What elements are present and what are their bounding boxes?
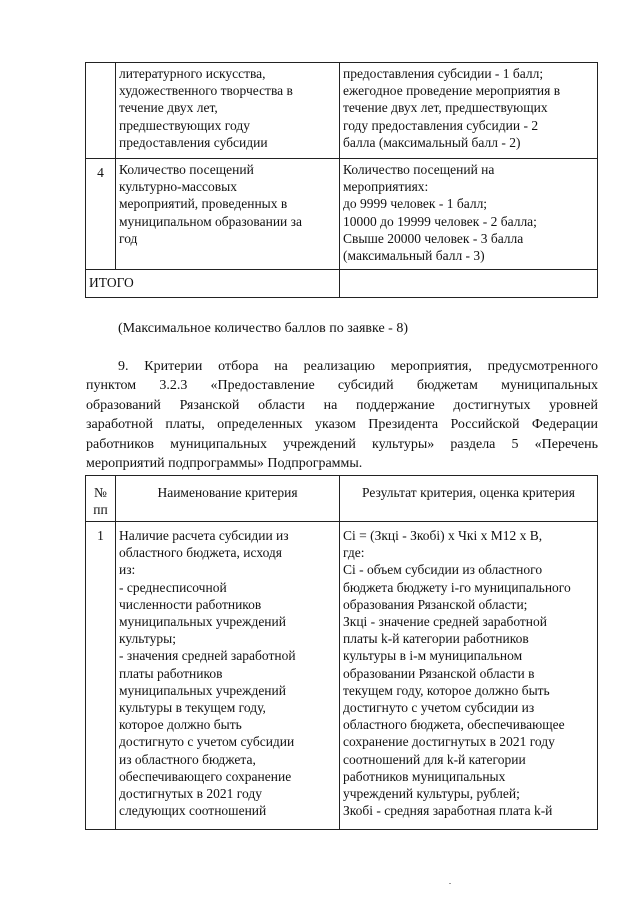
text-line: достигнуто с учетом субсидии (119, 734, 295, 750)
text-line: культуры в текущем году, (119, 700, 266, 716)
text-line: где: (343, 545, 365, 561)
text-line: образовании Рязанской области в (343, 665, 535, 681)
text-line: которое должно быть (119, 717, 242, 733)
text-line: достигнуто с учетом субсидии из (343, 700, 535, 716)
text-line: Наличие расчета субсидии из (119, 528, 289, 543)
text-line: пп (93, 502, 108, 517)
text-line: из: (119, 562, 136, 578)
text-line: образования Рязанской области; (343, 596, 528, 612)
text-line: текущем году, которое должно быть (343, 682, 550, 698)
total-row (86, 270, 598, 298)
text-line: течение двух лет, (119, 100, 218, 116)
text-line: 9. Критерии отбора на реализацию мероприятия, предусмотренного (118, 359, 598, 374)
text-line: следующих соотношений (119, 803, 267, 819)
row-number-cell: 4 (86, 159, 116, 270)
header-number-cell (86, 476, 116, 522)
criteria-table-continued (85, 62, 598, 298)
text-line: культурно-массовых (119, 179, 237, 195)
text-line: заработной платы, определенных указом Президента Российской Федерации (86, 417, 598, 433)
text-line: образований Рязанской области на поддержание достигнутых уровней (86, 397, 598, 413)
text-line: пунктом 3.2.3 «Предоставление субсидий бюджетам муниципальных (86, 378, 598, 394)
text-line: соотношений для k-й категории (343, 751, 526, 767)
text-line: - значения средней заработной (119, 648, 296, 664)
text-line: 10000 до 19999 человек - 2 балла; (343, 213, 537, 229)
criterion-name-cell (116, 63, 340, 159)
text-line: Зкобі - средняя заработная плата k-й (343, 803, 553, 819)
text-line: Свыше 20000 человек - 3 балла (343, 230, 524, 246)
text-line: бюджета бюджету i-го муниципального (343, 579, 571, 595)
text-line: муниципальных учреждений (119, 614, 286, 630)
text-line: платы k-й категории работников (343, 631, 529, 647)
max-score-note: (Максимальное количество баллов по заявке - 8) (118, 321, 408, 336)
text-line: до 9999 человек - 1 балл; (343, 196, 488, 212)
scan-speck (449, 883, 451, 884)
text-line: культуры в i-м муниципальном (343, 648, 523, 664)
text-line: № (94, 485, 107, 500)
text-line: мероприятий подпрограммы» Подпрограммы. (86, 456, 363, 472)
text-line: год (119, 230, 138, 246)
text-line: работников муниципальных (343, 768, 506, 784)
criterion-name-cell (116, 159, 340, 270)
text-line: Ci - объем субсидии из областного (343, 562, 543, 578)
text-line: ежегодное проведение мероприятия в (343, 83, 561, 99)
text-line: Количество посещений на (343, 162, 495, 177)
text-line: областного бюджета, исходя (119, 545, 283, 561)
table-row (86, 63, 598, 159)
criterion-name-cell (116, 522, 340, 830)
text-line: обеспечивающего сохранение (119, 768, 292, 784)
table-row (86, 522, 598, 830)
text-line: мероприятиях: (343, 179, 429, 195)
header-name-cell: Наименование критерия (116, 476, 340, 522)
text-line: балла (максимальный балл - 2) (343, 134, 521, 150)
text-line: литературного искусства, (119, 66, 266, 81)
text-line: художественного творчества в (119, 83, 293, 99)
header-result-cell: Результат критерия, оценка критерия (340, 476, 598, 522)
text-line: культуры; (119, 631, 176, 647)
text-line: сохранение достигнутых в 2021 году (343, 734, 555, 750)
criterion-result-cell (340, 159, 598, 270)
text-line: - среднесписочной (119, 579, 227, 595)
text-line: муниципальном образовании за (119, 213, 302, 229)
text-line: мероприятий, проведенных в (119, 196, 288, 212)
text-line: предшествующих году (119, 117, 250, 133)
text-line: течение двух лет, предшествующих (343, 100, 548, 116)
text-line: году предоставления субсидии - 2 (343, 117, 539, 133)
table-header-row (86, 476, 598, 522)
text-line: Зкці - значение средней заработной (343, 614, 547, 630)
criterion-result-cell (340, 63, 598, 159)
row-number-cell: 1 (86, 522, 116, 830)
criterion-result-cell (340, 522, 598, 830)
text-line: Ci = (Зкці - Зкобі) x Чкі x M12 x B, (343, 528, 543, 543)
text-line: (максимальный балл - 3) (343, 248, 485, 264)
text-line: достигнутых в 2021 году (119, 786, 262, 802)
text-line: предоставления субсидии (119, 134, 268, 150)
total-value-cell (340, 270, 598, 298)
text-line: численности работников (119, 596, 262, 612)
criteria-table-9 (85, 475, 598, 830)
text-line: областного бюджета, обеспечивающее (343, 717, 565, 733)
text-line: работников муниципальных учреждений культуры» раздела 5 «Перечень (86, 436, 598, 452)
text-line: предоставления субсидии - 1 балл; (343, 66, 544, 81)
text-line: из областного бюджета, (119, 751, 256, 767)
row-number-cell (86, 63, 116, 159)
text-line: учреждений культуры, рублей; (343, 786, 520, 802)
total-label-cell: ИТОГО (86, 270, 340, 298)
text-line: платы работников (119, 665, 223, 681)
table-row (86, 159, 598, 270)
text-line: Количество посещений (119, 162, 254, 177)
text-line: муниципальных учреждений (119, 682, 286, 698)
section-9-paragraph (86, 357, 598, 473)
